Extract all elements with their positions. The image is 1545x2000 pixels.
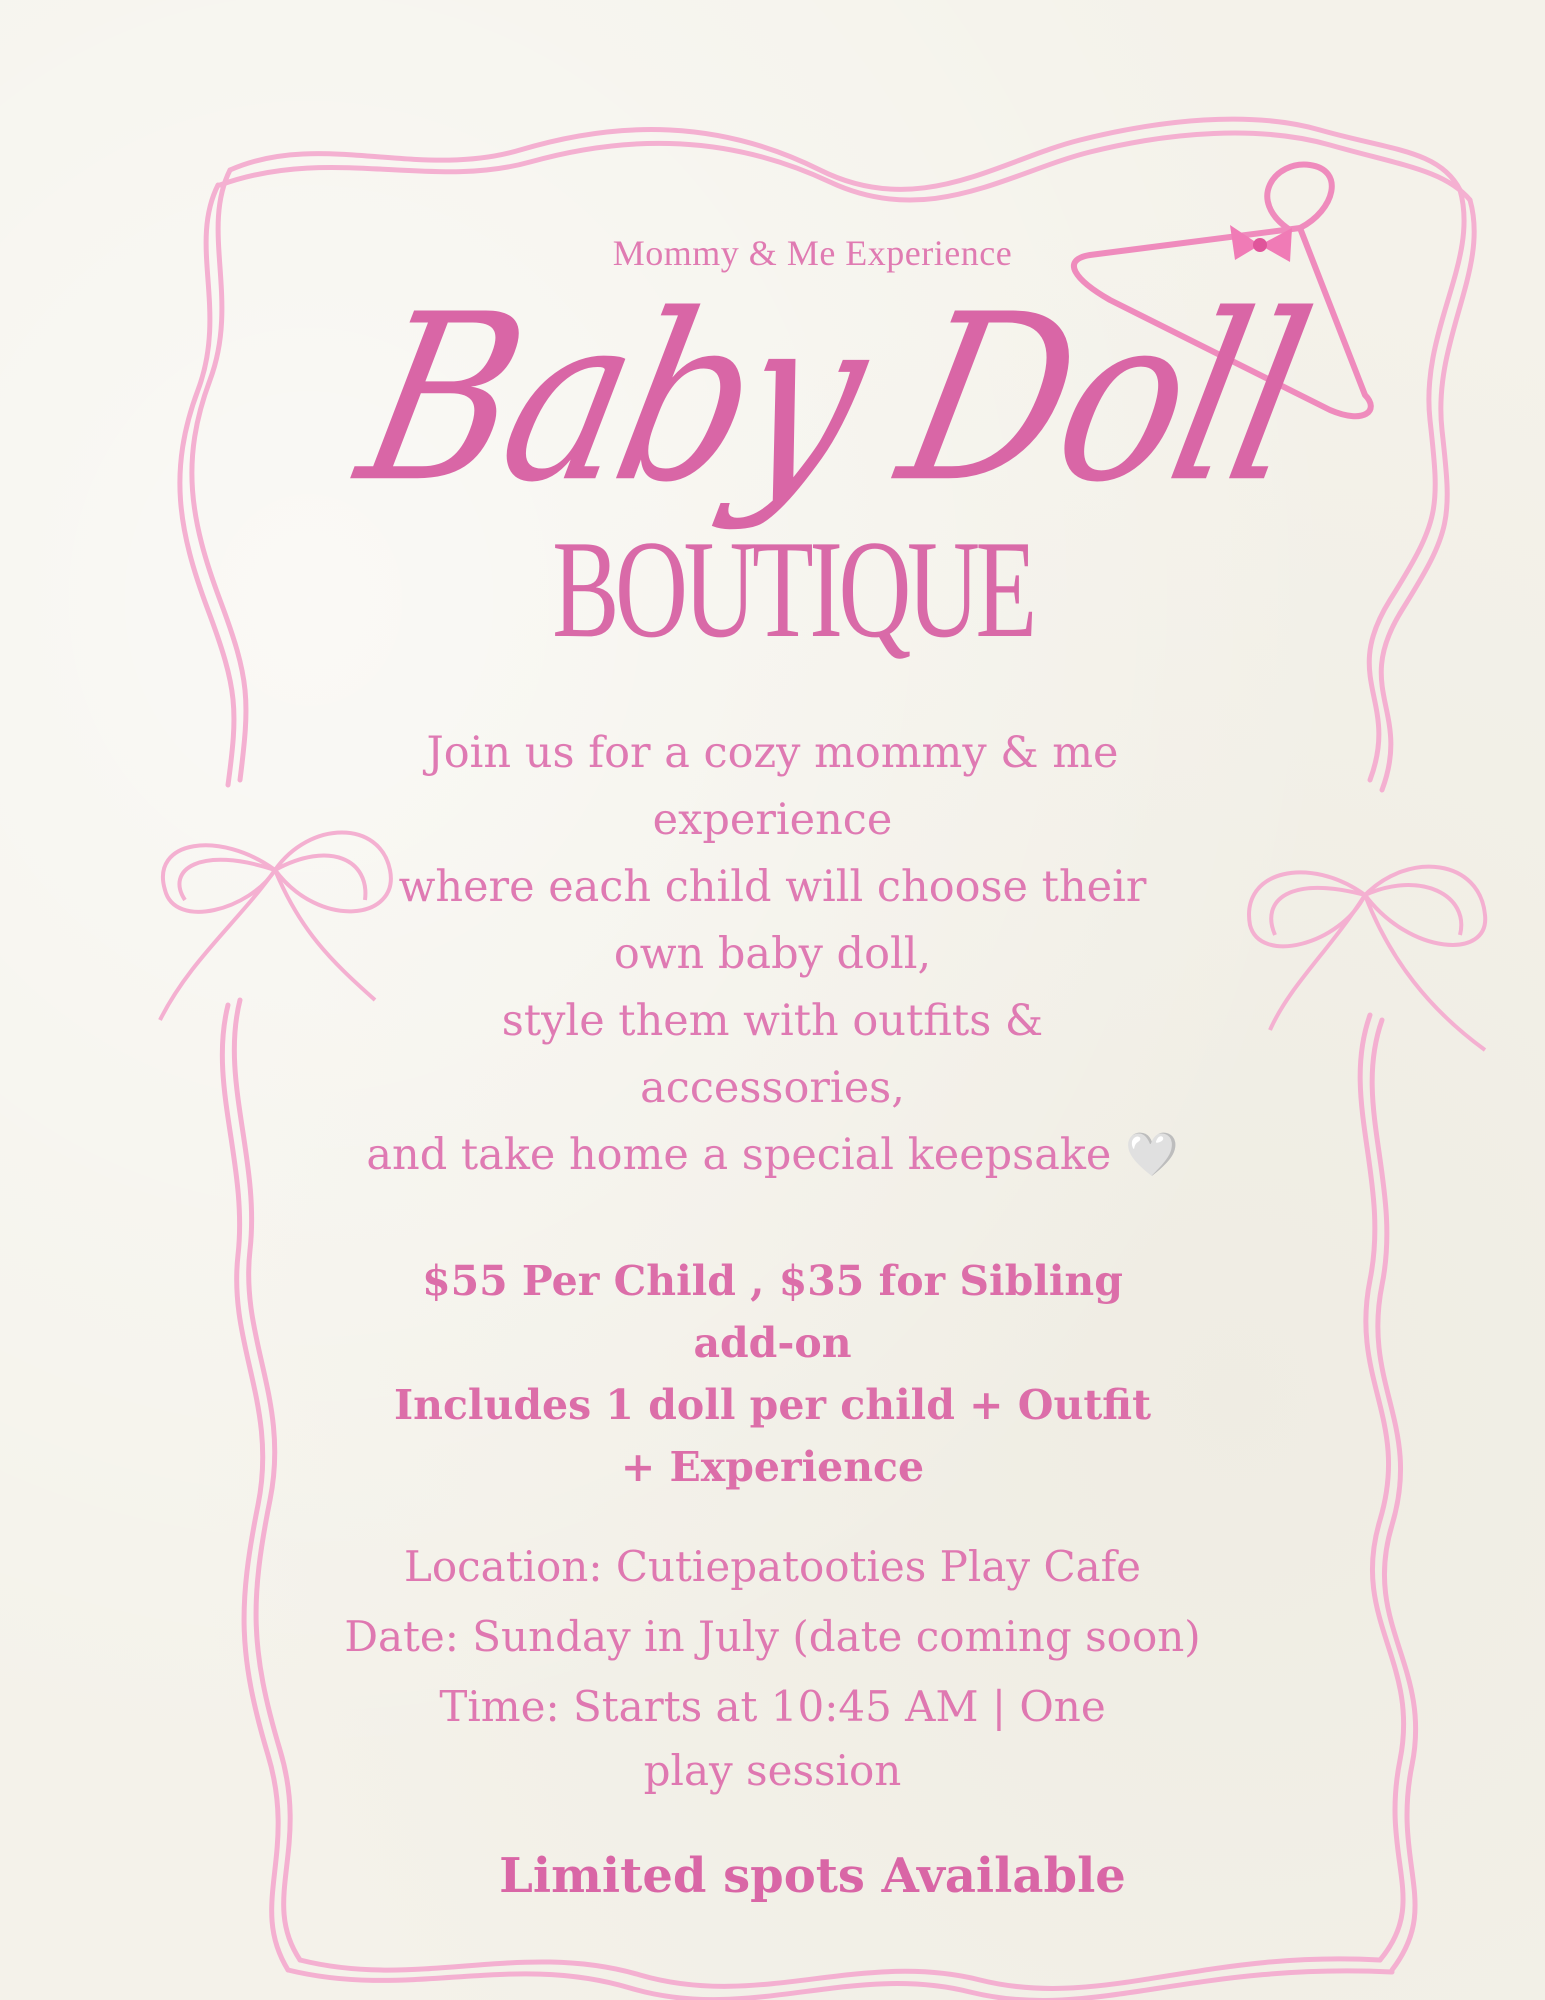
title-script: Baby Doll xyxy=(341,265,1324,534)
intro-paragraph xyxy=(0,720,1545,1189)
white-heart-icon: 🤍 xyxy=(1125,1130,1179,1180)
pricing-block xyxy=(0,1250,1545,1498)
time-text: Time: Starts at 10:45 AM | One xyxy=(439,1682,1106,1731)
event-eyebrow: Mommy & Me Experience xyxy=(612,233,1013,273)
date-text: Date: Sunday in July (date coming soon) xyxy=(344,1612,1201,1661)
intro-line: and take home a special keepsake xyxy=(366,1130,1112,1180)
title-block: BOUTIQUE xyxy=(552,512,1033,667)
intro-line: Join us for a cozy mommy & me xyxy=(426,728,1119,778)
limited-spots-callout: Limited spots Available xyxy=(499,1848,1126,1904)
pricing-line: Includes 1 doll per child + Outfit xyxy=(393,1381,1152,1429)
pricing-line: + Experience xyxy=(620,1443,925,1491)
intro-line: experience xyxy=(652,795,893,845)
intro-line: where each child will choose their xyxy=(398,862,1147,912)
location-text: Location: Cutiepatooties Play Cafe xyxy=(403,1542,1142,1591)
intro-line: style them with outfits & xyxy=(501,996,1044,1046)
pricing-line: add-on xyxy=(693,1319,852,1367)
intro-line-last xyxy=(0,1122,1545,1189)
time-text-continued: play session xyxy=(643,1746,902,1795)
intro-line: accessories, xyxy=(640,1063,905,1113)
intro-line: own baby doll, xyxy=(613,929,932,979)
event-details xyxy=(0,1535,1545,1803)
pricing-line: $55 Per Child , $35 for Sibling xyxy=(422,1257,1123,1305)
